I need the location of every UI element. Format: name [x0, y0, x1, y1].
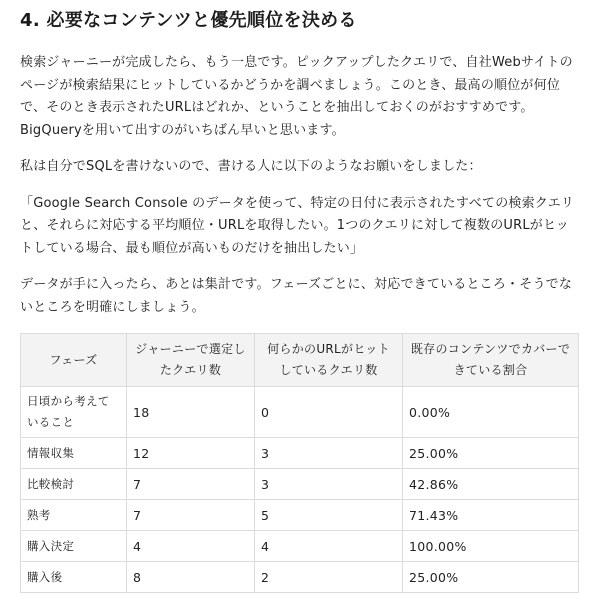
table-row — [21, 438, 579, 469]
paragraph-aggregation: データが手に入ったら、あとは集計です。フェーズごとに、対応できているところ・そうでないところを明確にしましょう。 — [20, 277, 573, 315]
cell-phase: 日頃から考えていること — [21, 387, 127, 438]
paragraph-request-quote: 「Google Search Console のデータを使って、特定の日付に表示されたすべての検索クエリと、それらに対応する平均順位・URLを取得したい。1つのクエリに対して複数のURLがヒットしている場合、最も順位が高いものだけを抽出したい」 — [20, 195, 575, 256]
cell-hit-count: 2 — [255, 562, 403, 593]
cell-coverage: 71.43% — [403, 500, 579, 531]
cell-hit-count: 0 — [255, 387, 403, 438]
coverage-table — [20, 333, 579, 593]
cell-phase: 購入後 — [21, 562, 127, 593]
cell-coverage: 25.00% — [403, 438, 579, 469]
cell-coverage: 100.00% — [403, 531, 579, 562]
cell-selected-count: 8 — [127, 562, 255, 593]
header-coverage-rate: 既存のコンテンツでカバーできている割合 — [403, 334, 579, 387]
cell-phase: 熟考 — [21, 500, 127, 531]
cell-coverage: 0.00% — [403, 387, 579, 438]
cell-selected-count: 7 — [127, 469, 255, 500]
paragraph-intro: 検索ジャーニーが完成したら、もう一息です。ピックアップしたクエリで、自社Webサイトのページが検索結果にヒットしているかどうかを調べましょう。このとき、最高の順位が何位で、そのとき表示されたURLはどれか、ということを抽出しておくのがおすすめです。BigQueryを用いて出すのがいちばん早いと思います。 — [20, 55, 573, 138]
section-heading: 4. 必要なコンテンツと優先順位を決める — [20, 10, 357, 31]
cell-selected-count: 18 — [127, 387, 255, 438]
table-row — [21, 562, 579, 593]
cell-phase: 購入決定 — [21, 531, 127, 562]
cell-hit-count: 3 — [255, 438, 403, 469]
cell-coverage: 25.00% — [403, 562, 579, 593]
header-selected-queries: ジャーニーで選定したクエリ数 — [127, 334, 255, 387]
table-row — [21, 531, 579, 562]
cell-hit-count: 4 — [255, 531, 403, 562]
cell-hit-count: 3 — [255, 469, 403, 500]
table-header-row — [21, 334, 579, 387]
cell-phase: 情報収集 — [21, 438, 127, 469]
paragraph-sql-note: 私は自分でSQLを書けないので、書ける人に以下のようなお願いをしました： — [20, 159, 482, 174]
header-hit-queries: 何らかのURLがヒットしているクエリ数 — [255, 334, 403, 387]
cell-coverage: 42.86% — [403, 469, 579, 500]
header-phase: フェーズ — [21, 334, 127, 387]
table-row — [21, 387, 579, 438]
table-row — [21, 469, 579, 500]
cell-phase: 比較検討 — [21, 469, 127, 500]
cell-selected-count: 4 — [127, 531, 255, 562]
cell-selected-count: 7 — [127, 500, 255, 531]
table-row — [21, 500, 579, 531]
cell-hit-count: 5 — [255, 500, 403, 531]
cell-selected-count: 12 — [127, 438, 255, 469]
